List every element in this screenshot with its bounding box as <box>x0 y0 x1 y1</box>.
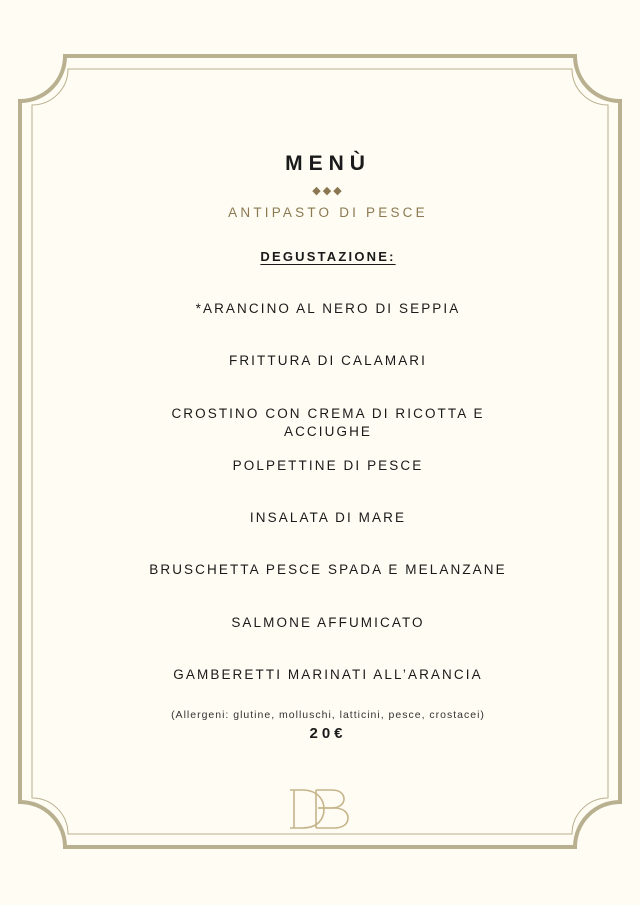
menu-item: POLPETTINE DI PESCE <box>232 458 424 473</box>
price: 20€ <box>309 725 347 742</box>
menu-item: INSALATA DI MARE <box>249 510 407 525</box>
db-monogram-logo <box>288 786 350 832</box>
menu-item: BRUSCHETTA PESCE SPADA E MELANZANE <box>149 562 507 577</box>
section-heading: DEGUSTAZIONE: <box>260 249 396 264</box>
menu-item: GAMBERETTI MARINATI ALL’ARANCIA <box>173 667 483 682</box>
diamond-ornament-icon: ◆◆◆ <box>312 185 344 197</box>
menu-title: MENÙ <box>285 152 371 175</box>
menu-item: FRITTURA DI CALAMARI <box>228 353 427 368</box>
menu-subtitle: ANTIPASTO DI PESCE <box>228 205 428 220</box>
menu-item: SALMONE AFFUMICATO <box>231 615 425 630</box>
menu-item: CROSTINO CON CREMA DI RICOTTA E ACCIUGHE <box>171 406 485 439</box>
menu-item: *ARANCINO AL NERO DI SEPPIA <box>195 301 461 316</box>
allergens-note: (Allergeni: glutine, molluschi, latticini, pesce, crostacei) <box>171 709 485 721</box>
